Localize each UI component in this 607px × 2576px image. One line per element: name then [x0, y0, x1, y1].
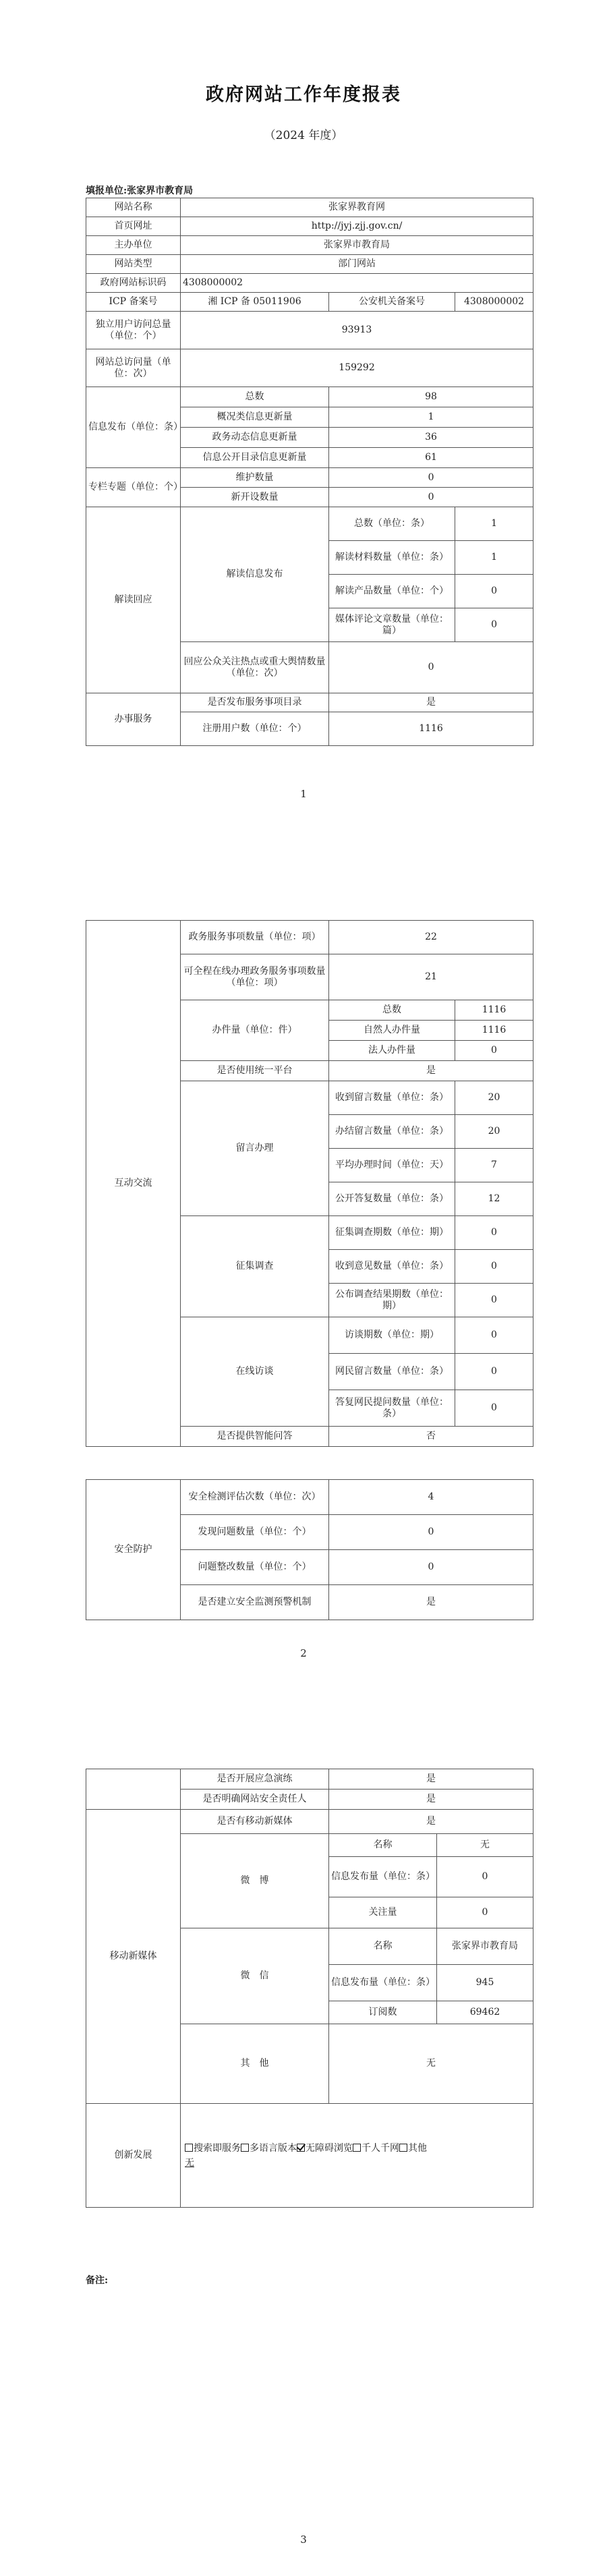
- wechat-subs-label: 订阅数: [329, 2001, 437, 2024]
- talk-count-label: 访谈期数（单位：期）: [329, 1317, 455, 1354]
- police-label: 公安机关备案号: [329, 293, 455, 312]
- sec-monitor-value: 是: [329, 1585, 533, 1620]
- platform-label: 是否使用统一平台: [181, 1061, 329, 1081]
- msg-section-label: 留言办理: [181, 1081, 329, 1216]
- survey-count-value: 0: [455, 1216, 533, 1250]
- weibo-follow-label: 关注量: [329, 1897, 437, 1928]
- info-total-label: 总数: [181, 387, 329, 407]
- weibo-posts-label: 信息发布量（单位：条）: [329, 1857, 437, 1897]
- msg-done-value: 20: [455, 1115, 533, 1149]
- svc-online-value: 21: [329, 954, 533, 1000]
- sec-monitor-label: 是否建立安全监测预警机制: [181, 1585, 329, 1620]
- talk-q-value: 0: [455, 1354, 533, 1390]
- topic-maintain-label: 维护数量: [181, 468, 329, 488]
- report-title: 政府网站工作年度报表: [206, 84, 401, 105]
- interp-respond-value: 0: [329, 642, 533, 693]
- survey-section-label: 征集调查: [181, 1216, 329, 1317]
- icp-value: 湘 ICP 备 05011906: [181, 293, 329, 312]
- survey-opinion-value: 0: [455, 1250, 533, 1284]
- msg-recv-value: 20: [455, 1081, 533, 1115]
- weibo-name-label: 名称: [329, 1834, 437, 1857]
- weibo-follow-value: 0: [437, 1897, 533, 1928]
- handle-person-value: 1116: [455, 1021, 533, 1041]
- uv-value: 93913: [181, 312, 533, 349]
- sec-found-label: 发现问题数量（单位：个）: [181, 1515, 329, 1550]
- survey-opinion-label: 收到意见数量（单位：条）: [329, 1250, 455, 1284]
- report-table-page-1: [86, 198, 533, 746]
- site-type-value: 部门网站: [181, 255, 533, 274]
- msg-days-value: 7: [455, 1149, 533, 1182]
- checkbox-icon: [241, 2144, 249, 2152]
- has-mobile-label: 是否有移动新媒体: [181, 1810, 329, 1834]
- svc-items-label: 政务服务事项数量（单位：项）: [181, 921, 329, 954]
- interp-material-label: 解读材料数量（单位：条）: [329, 541, 455, 575]
- ai-value: 否: [329, 1427, 533, 1447]
- msg-recv-label: 收到留言数量（单位：条）: [329, 1081, 455, 1115]
- pv-value: 159292: [181, 349, 533, 387]
- msg-public-label: 公开答复数量（单位：条）: [329, 1182, 455, 1216]
- security-table: [86, 1479, 533, 1620]
- innov-options: [181, 2104, 533, 2208]
- site-id-value: 4308000002: [181, 274, 533, 293]
- owner-label: 是否明确网站安全责任人: [181, 1790, 329, 1810]
- checkbox-checked-icon: [297, 2144, 305, 2152]
- svc-items-value: 22: [329, 921, 533, 954]
- handle-person-label: 自然人办件量: [329, 1021, 455, 1041]
- msg-days-label: 平均办理时间（单位：天）: [329, 1149, 455, 1182]
- report-year: （2024 年度）: [264, 129, 343, 142]
- innov-option-accessibility[interactable]: 无障碍浏览: [297, 2143, 353, 2154]
- other-media-label: 其 他: [181, 2024, 329, 2104]
- interp-section-label: 解读回应: [86, 507, 181, 693]
- interp-media-value: 0: [455, 608, 533, 642]
- service-section-label: 办事服务: [86, 693, 181, 746]
- topic-new-label: 新开设数量: [181, 488, 329, 507]
- drill-value: 是: [329, 1769, 533, 1790]
- checkbox-icon: [353, 2144, 361, 2152]
- service-catalog-value: 是: [329, 693, 533, 712]
- info-total-value: 98: [329, 387, 533, 407]
- service-users-label: 注册用户数（单位：个）: [181, 712, 329, 746]
- report-table-page-3: [86, 1769, 533, 1810]
- handle-legal-label: 法人办件量: [329, 1041, 455, 1061]
- survey-result-label: 公布调查结果期数（单位：期）: [329, 1284, 455, 1317]
- innov-option-personalized[interactable]: 千人千网: [353, 2143, 399, 2154]
- checkbox-icon: [185, 2144, 193, 2152]
- topic-section-label: 专栏专题（单位：个）: [86, 468, 181, 507]
- filing-unit: 填报单位:张家界市教育局: [86, 185, 194, 196]
- sec-fixed-label: 问题整改数量（单位：个）: [181, 1550, 329, 1585]
- platform-value: 是: [329, 1061, 533, 1081]
- report-table-page-2: [86, 920, 533, 1447]
- sec-eval-value: 4: [329, 1480, 533, 1515]
- handle-total-value: 1116: [455, 1000, 533, 1021]
- handle-total-label: 总数: [329, 1000, 455, 1021]
- innov-section-label: 创新发展: [86, 2104, 181, 2208]
- wechat-label: 微 信: [181, 1928, 329, 2024]
- interp-product-label: 解读产品数量（单位：个）: [329, 575, 455, 608]
- pv-label: 网站总访问量（单位：次）: [86, 349, 181, 387]
- interp-media-label: 媒体评论文章数量（单位：篇）: [329, 608, 455, 642]
- service-users-value: 1116: [329, 712, 533, 746]
- has-mobile-value: 是: [329, 1810, 533, 1834]
- survey-result-value: 0: [455, 1284, 533, 1317]
- innov-other-value: 无: [185, 2157, 194, 2169]
- innovation-table: [86, 2103, 533, 2208]
- mobile-section-label: 移动新媒体: [86, 1810, 181, 2104]
- icp-label: ICP 备案号: [86, 293, 181, 312]
- site-id-label: 政府网站标识码: [86, 274, 181, 293]
- drill-label: 是否开展应急演练: [181, 1769, 329, 1790]
- sec-fixed-value: 0: [329, 1550, 533, 1585]
- handle-label: 办件量（单位：件）: [181, 1000, 329, 1061]
- interp-respond-label: 回应公众关注热点或重大舆情数量（单位：次）: [181, 642, 329, 693]
- notes-label: 备注:: [86, 2275, 109, 2286]
- handle-legal-value: 0: [455, 1041, 533, 1061]
- wechat-posts-label: 信息发布量（单位：条）: [329, 1965, 437, 2001]
- topic-new-value: 0: [329, 488, 533, 507]
- checkbox-icon: [399, 2144, 407, 2152]
- mobile-table: [86, 1809, 533, 2104]
- interp-total-value: 1: [455, 507, 533, 541]
- weibo-posts-value: 0: [437, 1857, 533, 1897]
- talk-a-label: 答复网民提问数量（单位：条）: [329, 1390, 455, 1427]
- weibo-label: 微 博: [181, 1834, 329, 1928]
- sec-eval-label: 安全检测评估次数（单位：次）: [181, 1480, 329, 1515]
- drill-section-blank: [86, 1769, 181, 1810]
- service-catalog-label: 是否发布服务事项目录: [181, 693, 329, 712]
- info-section-label: 信息发布（单位：条）: [86, 387, 181, 468]
- info-news-value: 36: [329, 428, 533, 448]
- other-media-value: 无: [329, 2024, 533, 2104]
- homepage-label: 首页网址: [86, 217, 181, 236]
- talk-q-label: 网民留言数量（单位：条）: [329, 1354, 455, 1390]
- owner-value: 是: [329, 1790, 533, 1810]
- page-number-1: 1: [300, 788, 307, 800]
- talk-a-value: 0: [455, 1390, 533, 1427]
- interp-material-value: 1: [455, 541, 533, 575]
- wechat-name-value: 张家界市教育局: [437, 1928, 533, 1965]
- sec-found-value: 0: [329, 1515, 533, 1550]
- msg-done-label: 办结留言数量（单位：条）: [329, 1115, 455, 1149]
- innov-option-search[interactable]: 搜索即服务: [185, 2143, 241, 2154]
- innov-option-multilang[interactable]: 多语言版本: [241, 2143, 297, 2154]
- police-value: 4308000002: [455, 293, 533, 312]
- wechat-subs-value: 69462: [437, 2001, 533, 2024]
- ai-label: 是否提供智能问答: [181, 1427, 329, 1447]
- interact-section-label: 互动交流: [86, 921, 181, 1447]
- svc-online-label: 可全程在线办理政务服务事项数量（单位：项）: [181, 954, 329, 1000]
- site-name-value: 张家界教育网: [181, 198, 533, 217]
- topic-maintain-value: 0: [329, 468, 533, 488]
- page-number-2: 2: [300, 1647, 307, 1659]
- innov-option-other[interactable]: 其他: [399, 2143, 427, 2154]
- interp-product-value: 0: [455, 575, 533, 608]
- info-overview-label: 概况类信息更新量: [181, 407, 329, 428]
- wechat-posts-value: 945: [437, 1965, 533, 2001]
- interp-total-label: 总数（单位：条）: [329, 507, 455, 541]
- site-name-label: 网站名称: [86, 198, 181, 217]
- talk-count-value: 0: [455, 1317, 533, 1354]
- page-number-3: 3: [300, 2534, 307, 2546]
- sponsor-value: 张家界市教育局: [181, 236, 533, 255]
- weibo-name-value: 无: [437, 1834, 533, 1857]
- sponsor-label: 主办单位: [86, 236, 181, 255]
- uv-label: 独立用户访问总量（单位：个）: [86, 312, 181, 349]
- interp-pub-label: 解读信息发布: [181, 507, 329, 642]
- site-type-label: 网站类型: [86, 255, 181, 274]
- homepage-value: http://jyj.zjj.gov.cn/: [181, 217, 533, 236]
- info-news-label: 政务动态信息更新量: [181, 428, 329, 448]
- msg-public-value: 12: [455, 1182, 533, 1216]
- talk-section-label: 在线访谈: [181, 1317, 329, 1427]
- survey-count-label: 征集调查期数（单位：期）: [329, 1216, 455, 1250]
- info-overview-value: 1: [329, 407, 533, 428]
- wechat-name-label: 名称: [329, 1928, 437, 1965]
- info-catalog-label: 信息公开目录信息更新量: [181, 448, 329, 468]
- security-section-label: 安全防护: [86, 1480, 181, 1620]
- info-catalog-value: 61: [329, 448, 533, 468]
